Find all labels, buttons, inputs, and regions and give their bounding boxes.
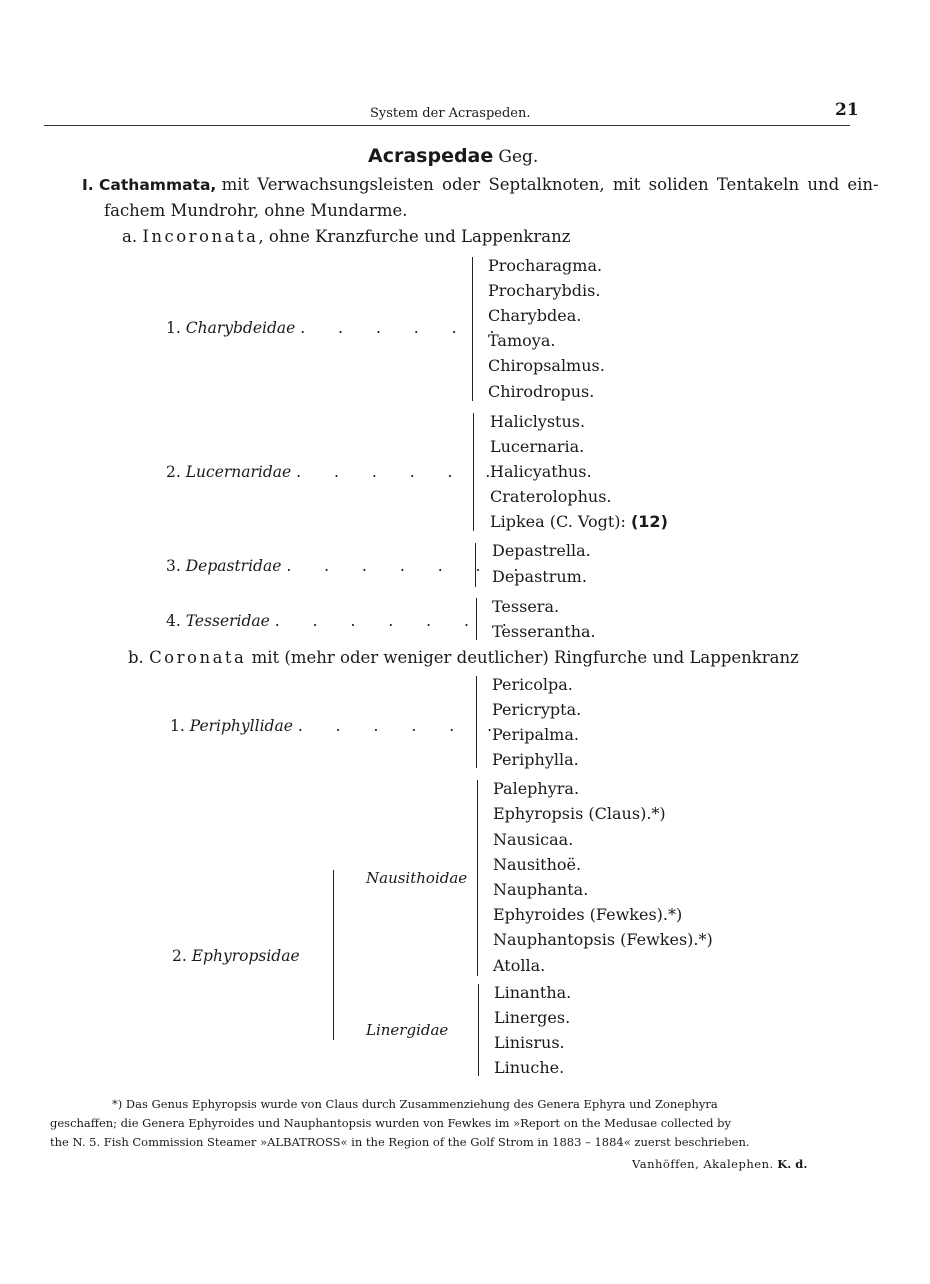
footnote-line: the N. 5. Fish Commission Steamer »ALBATROSS« in the Region of the Golf Strom in 1883 – 1884« zuerst beschrieben. [50,1135,750,1149]
genus-item: Linerges. [494,1008,571,1027]
genus-item: Ephyropsis (Claus).*) [493,804,666,823]
family-name: Periphyllidae [189,717,293,735]
genus-item: Lucernaria. [490,437,585,456]
family-name: Tesseridae [185,612,270,630]
group-b-heading: b. Coronata mit (mehr oder weniger deutlicher) Ringfurche und Lappenkranz [128,648,799,667]
family-label: 3. Depastridae . . . . . . . [166,557,533,575]
family-brace [473,413,474,531]
genus-item: Nausithoë. [493,855,582,874]
genus-item: Depastrum. [492,567,587,586]
page-number: 21 [835,100,859,120]
genus-item: Halicyathus. [490,462,592,481]
family-name: Depastridae [185,557,282,575]
genus-item: Ephyroides (Fewkes).*) [493,905,683,924]
family-brace [476,598,477,640]
genus-item: Tamoya. [488,331,556,350]
genus-item: Peripalma. [492,725,579,744]
group-a-heading: a. Incoronata, ohne Kranzfurche und Lappenkranz [122,227,571,246]
genus-item: Linantha. [494,983,572,1002]
family-label: 2. Lucernaridae . . . . . . [166,463,505,481]
subfamily-brace [477,780,478,976]
genus-item: Tesserantha. [492,622,596,641]
genus-item: Procharybdis. [488,281,601,300]
footnote-line: geschaffen; die Genera Ephyroides und Nauphantopsis wurden von Fewkes im »Report on the Medusae collected by [50,1116,732,1130]
signature-mark: K. d. [777,1157,808,1171]
genus-item: Pericrypta. [492,700,582,719]
title-text: Acraspedae [368,145,494,167]
genus-item: Depastrella. [492,541,591,560]
section-i-label: I. Cathammata, [82,176,217,194]
subfamily-brace [478,984,479,1076]
genus-item: Nausicaa. [493,830,574,849]
family-brace [472,257,473,401]
group-b-name: Coronata [149,648,247,667]
family-name: Lucernaridae [185,463,292,481]
genus-item: Craterolophus. [490,487,612,506]
genus-item: Tessera. [492,597,560,616]
title-author: Geg. [498,147,539,167]
family-brace [476,676,477,768]
genus-item: Chiropsalmus. [488,356,605,375]
genus-item: Pericolpa. [492,675,573,694]
signature: Vanhöffen, Akalephen. K. d. [632,1157,808,1171]
family-label: 1. Periphyllidae . . . . . . [170,717,507,735]
group-a-name: Incoronata [142,227,259,246]
genus-item: Chirodropus. [488,382,595,401]
family-name: Charybdeidae [185,319,296,337]
family-brace [475,543,476,587]
genus-item: Nauphanta. [493,880,589,899]
subfamily-name: Nausithoidae [366,869,468,887]
footnote-line: *) Das Genus Ephyropsis wurde von Claus durch Zusammenziehung des Genera Ephyra und Zonephyra [112,1097,718,1111]
header-rule [44,125,850,126]
family-brace [333,870,334,1040]
subfamily-name: Linergidae [366,1021,449,1039]
genus-item: Atolla. [493,956,546,975]
section-i-line1: I. Cathammata, mit Verwachsungsleisten oder Septalknoten, mit soliden Tentakeln und ein- [82,175,879,194]
running-title: System der Acraspeden. [370,106,531,121]
family-label: 1. Charybdeidae . . . . . . [166,319,509,337]
genus-item: Haliclystus. [490,412,586,431]
section-i-line2: fachem Mundrohr, ohne Mundarme. [104,201,408,220]
genus-item: Nauphantopsis (Fewkes).*) [493,930,713,949]
genus-item: Linuche. [494,1058,565,1077]
family-name: Ephyropsidae [191,947,300,965]
genus-item: Periphylla. [492,750,579,769]
genus-item: Charybdea. [488,306,582,325]
page-title [368,145,538,167]
plate-reference: (12) [630,512,668,531]
genus-item: Procharagma. [488,256,603,275]
family-label: 2. Ephyropsidae [172,947,300,965]
genus-item: Linisrus. [494,1033,565,1052]
genus-item: Palephyra. [493,779,580,798]
family-label: 4. Tesseridae . . . . . . . [166,612,521,630]
genus-item: Lipkea (C. Vogt): (12) [490,512,668,531]
